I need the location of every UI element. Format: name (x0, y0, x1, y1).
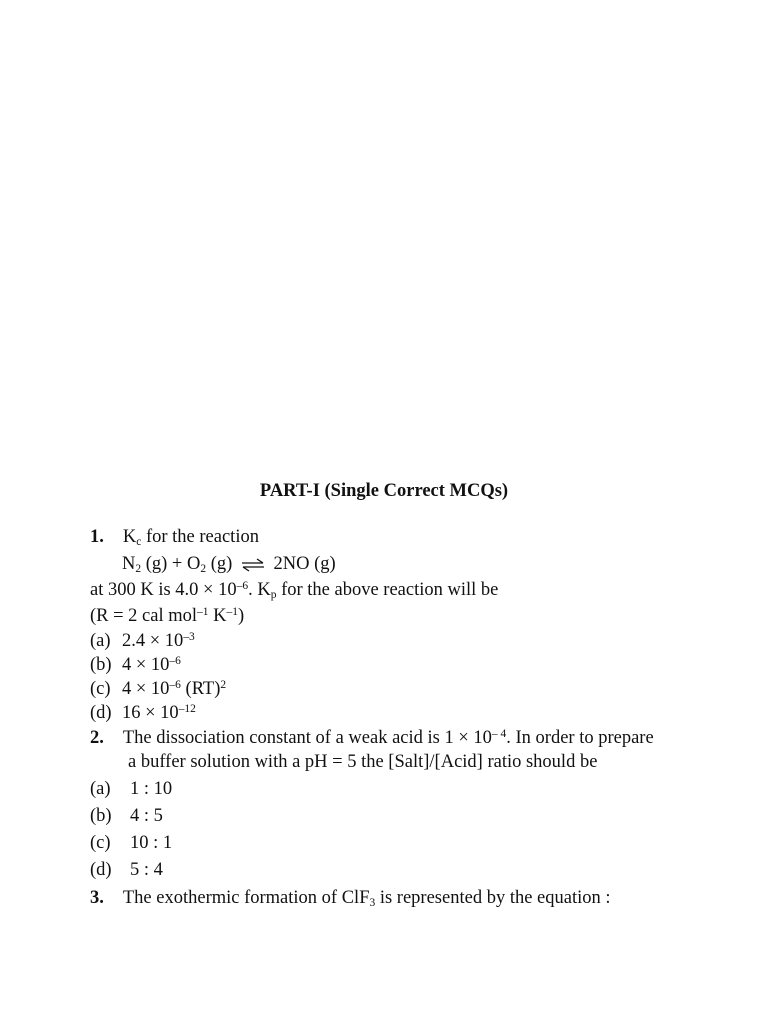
kc-subscript: c (136, 536, 142, 549)
question-2-stem-continued: a buffer solution with a pH = 5 the [Salt]/[Acid] ratio should be (128, 752, 598, 772)
equilibrium-arrow-icon (241, 558, 265, 572)
question-2-number: 2. (90, 728, 104, 748)
kc-symbol: K (122, 527, 137, 547)
question-1-option-b[interactable]: (b) $4 \times 10^{-6}$ (90, 654, 181, 675)
question-2-option-b[interactable]: (b) 4 : 5 (90, 806, 163, 826)
question-2-option-d[interactable]: (d) 5 : 4 (90, 860, 163, 880)
gas-constant-note: (R = 2 cal mol$^{-1}$ $K^{-1}$) (90, 605, 245, 626)
section-title: PART-I (Single Correct MCQs) (259, 481, 509, 501)
question-2-stem: 2. The dissociation constant of a weak acid is $1 \times 10^{- 4}$. In order to prepare (90, 727, 654, 748)
question-2-option-a[interactable]: (a) 1 : 10 (90, 779, 173, 799)
question-1-number: 1. (90, 527, 104, 547)
question-1-option-c[interactable]: (c) $4 \times 10^{-6}$ (RT)$^2$ (90, 678, 227, 699)
question-1-option-d[interactable]: (d) $16 \times 10^{-12}$ (90, 702, 196, 723)
question-3-stem: 3. The exothermic formation of ClF$_3$ is represented by the equation : (90, 888, 611, 910)
question-1-option-a[interactable]: (a) $2.4 \times 10^{-3}$ (90, 630, 195, 651)
question-3-number: 3. (90, 888, 104, 908)
question-1-condition: at 300 K is $4.0 \times 10^{-6}$. $K_p$ for the above reaction will be (90, 579, 499, 602)
question-2-option-c[interactable]: (c) 10 : 1 (90, 833, 173, 853)
question-1-stem (90, 526, 259, 548)
reaction-equation: $N_2$ $(g) + O_2$ (g) 2NO (g) (122, 554, 336, 576)
question-1-stem-text: for the reaction (141, 527, 259, 547)
